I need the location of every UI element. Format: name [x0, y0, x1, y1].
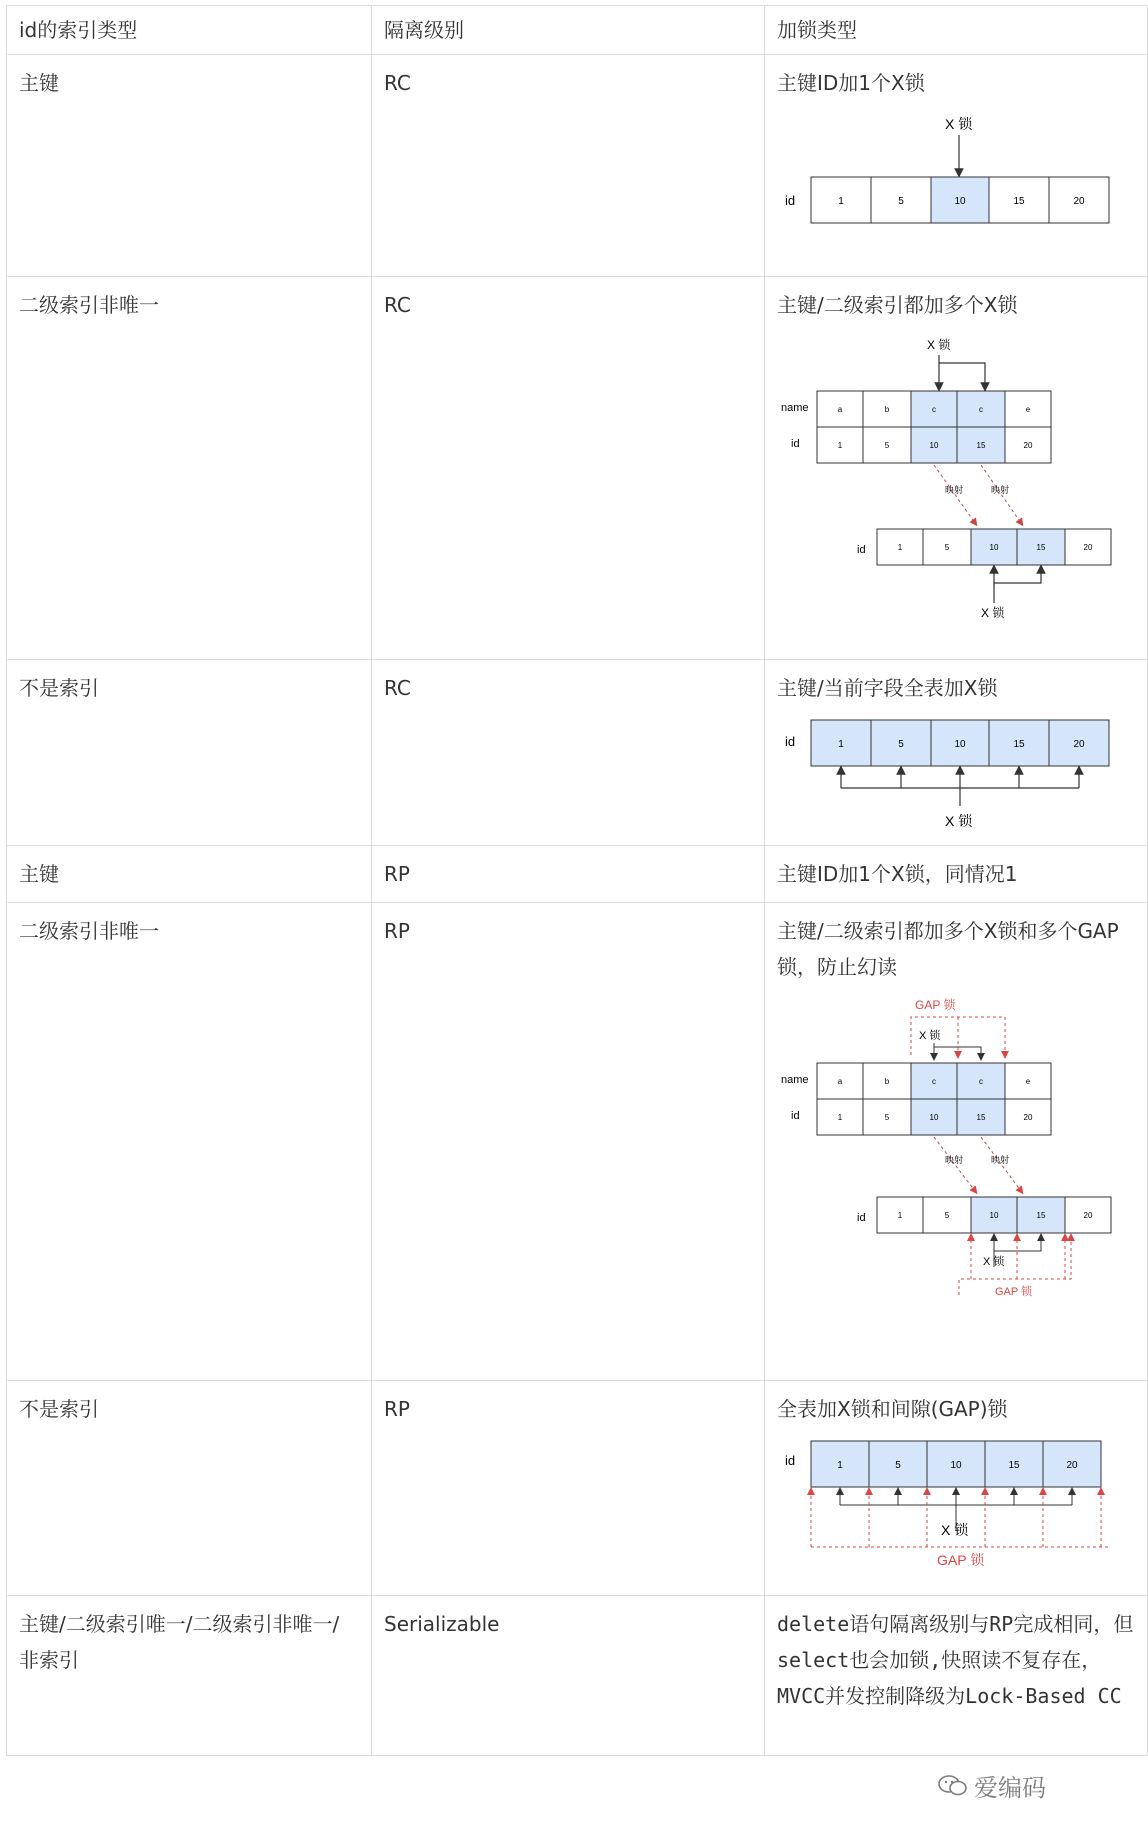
cell-isolation: RC — [372, 277, 765, 660]
name-cell: a — [837, 1077, 843, 1086]
id-label: id — [785, 193, 796, 208]
cell-isolation: RP — [372, 903, 765, 1381]
name-label: name — [781, 402, 809, 414]
name-cell: c — [979, 405, 983, 414]
id-cell: 20 — [1073, 739, 1085, 750]
id-cell: 5 — [944, 543, 950, 552]
x-lock-label: X 锁 — [927, 338, 951, 352]
cell-isolation: RC — [372, 55, 765, 277]
name-cell: c — [932, 405, 936, 414]
name-cell: e — [1025, 405, 1031, 414]
x-lock-label: X 锁 — [941, 1522, 969, 1538]
cell-lock-type — [765, 277, 1148, 660]
id-cell: 20 — [1073, 196, 1085, 207]
id-cell: 1 — [838, 196, 844, 207]
lock-description: 主键/当前字段全表加X锁 — [777, 676, 998, 700]
id-cell: 5 — [898, 196, 904, 207]
cell-lock-type — [765, 55, 1148, 277]
id-cell: 5 — [884, 1113, 890, 1122]
cell-lock-type — [765, 660, 1148, 846]
name-cell: c — [932, 1077, 936, 1086]
watermark — [938, 1768, 1046, 1803]
header-index-type: id的索引类型 — [7, 6, 372, 55]
id-cell: 1 — [897, 543, 903, 552]
full-table-gap-lock-diagram — [777, 1437, 1117, 1577]
cell-index-type: 二级索引非唯一 — [7, 903, 372, 1381]
full-table-x-lock-diagram — [777, 716, 1117, 834]
wechat-icon — [938, 1774, 968, 1798]
id-label: id — [785, 1453, 796, 1468]
cell-isolation: Serializable — [372, 1596, 765, 1756]
table-row — [7, 1381, 1148, 1596]
id-cell: 15 — [1008, 1460, 1020, 1471]
id-label: id — [791, 1110, 800, 1122]
mapping-label: 映射 — [945, 485, 964, 495]
id-cell: 10 — [989, 1211, 999, 1220]
x-lock-label: X 锁 — [983, 1256, 1005, 1268]
x-lock-label: X 锁 — [945, 116, 973, 132]
name-cell: a — [837, 405, 843, 414]
cell-lock-type — [765, 1381, 1148, 1596]
lock-description: 主键ID加1个X锁 — [777, 71, 925, 95]
id-cell: 15 — [1013, 739, 1025, 750]
secondary-index-x-lock-diagram — [777, 333, 1117, 623]
mapping-label: 映射 — [945, 1155, 964, 1165]
cell-isolation: RC — [372, 660, 765, 846]
id-cell: 1 — [897, 1211, 903, 1220]
header-isolation-level: 隔离级别 — [372, 6, 765, 55]
id-cell: 15 — [1036, 543, 1046, 552]
cell-index-type: 主键 — [7, 55, 372, 277]
id-cell: 15 — [976, 441, 986, 450]
table-header-row — [7, 6, 1148, 55]
mapping-label: 映射 — [991, 485, 1010, 495]
lock-description: 主键/二级索引都加多个X锁 — [777, 293, 1018, 317]
lock-description: 主键/二级索引都加多个X锁和多个GAP锁，防止幻读 — [777, 919, 1119, 979]
cell-lock-type: 主键ID加1个X锁，同情况1 — [765, 846, 1148, 903]
id-cell: 10 — [954, 739, 966, 750]
id-cell: 20 — [1023, 1113, 1033, 1122]
name-label: name — [781, 1074, 809, 1086]
table-row — [7, 55, 1148, 277]
cell-isolation: RP — [372, 846, 765, 903]
id-cell: 5 — [884, 441, 890, 450]
cell-lock-type — [765, 903, 1148, 1381]
id-cell: 10 — [929, 1113, 939, 1122]
x-lock-label: X 锁 — [919, 1030, 941, 1042]
id-cell: 5 — [895, 1460, 901, 1471]
gap-lock-label: GAP 锁 — [937, 1552, 985, 1568]
id-cell: 10 — [929, 441, 939, 450]
pk-x-lock-diagram — [777, 111, 1117, 231]
id-cell: 20 — [1083, 543, 1093, 552]
table-row — [7, 1596, 1148, 1756]
cell-index-type: 不是索引 — [7, 1381, 372, 1596]
cell-isolation: RP — [372, 1381, 765, 1596]
gap-lock-label: GAP 锁 — [995, 1286, 1033, 1298]
id-label: id — [785, 734, 796, 749]
mapping-label: 映射 — [991, 1155, 1010, 1165]
id-label: id — [857, 544, 866, 556]
id-cell: 10 — [950, 1460, 962, 1471]
id-cell: 10 — [954, 196, 966, 207]
id-cell: 1 — [837, 1113, 843, 1122]
id-cell: 5 — [944, 1211, 950, 1220]
id-cell: 1 — [837, 1460, 843, 1471]
x-lock-label: X 锁 — [981, 606, 1005, 620]
id-cell: 1 — [837, 441, 843, 450]
id-cell: 20 — [1083, 1211, 1093, 1220]
x-lock-label: X 锁 — [945, 813, 973, 829]
secondary-index-gap-lock-diagram — [777, 995, 1117, 1315]
header-lock-type: 加锁类型 — [765, 6, 1148, 55]
id-cell: 15 — [976, 1113, 986, 1122]
id-cell: 10 — [989, 543, 999, 552]
watermark-text: 爱编码 — [974, 1774, 1046, 1802]
id-cell: 20 — [1066, 1460, 1078, 1471]
name-cell: b — [884, 405, 890, 414]
cell-index-type: 不是索引 — [7, 660, 372, 846]
id-cell: 5 — [898, 739, 904, 750]
id-label: id — [857, 1212, 866, 1224]
name-cell: b — [884, 1077, 890, 1086]
id-cell: 20 — [1023, 441, 1033, 450]
table-row — [7, 277, 1148, 660]
gap-lock-label: GAP 锁 — [915, 998, 956, 1012]
id-cell: 1 — [838, 739, 844, 750]
lock-type-table — [6, 5, 1134, 1756]
id-label: id — [791, 438, 800, 450]
table-row — [7, 903, 1148, 1381]
table-row — [7, 846, 1148, 903]
cell-index-type: 主键/二级索引唯一/二级索引非唯一/非索引 — [7, 1596, 372, 1756]
id-cell: 15 — [1013, 196, 1025, 207]
cell-lock-type: delete语句隔离级别与RP完成相同，但select也会加锁,快照读不复存在，MVCC并发控制降级为Lock-Based CC — [765, 1596, 1148, 1756]
name-cell: c — [979, 1077, 983, 1086]
id-cell: 15 — [1036, 1211, 1046, 1220]
table-row — [7, 660, 1148, 846]
cell-index-type: 主键 — [7, 846, 372, 903]
name-cell: e — [1025, 1077, 1031, 1086]
lock-description: 全表加X锁和间隙(GAP)锁 — [777, 1397, 1008, 1421]
cell-index-type: 二级索引非唯一 — [7, 277, 372, 660]
